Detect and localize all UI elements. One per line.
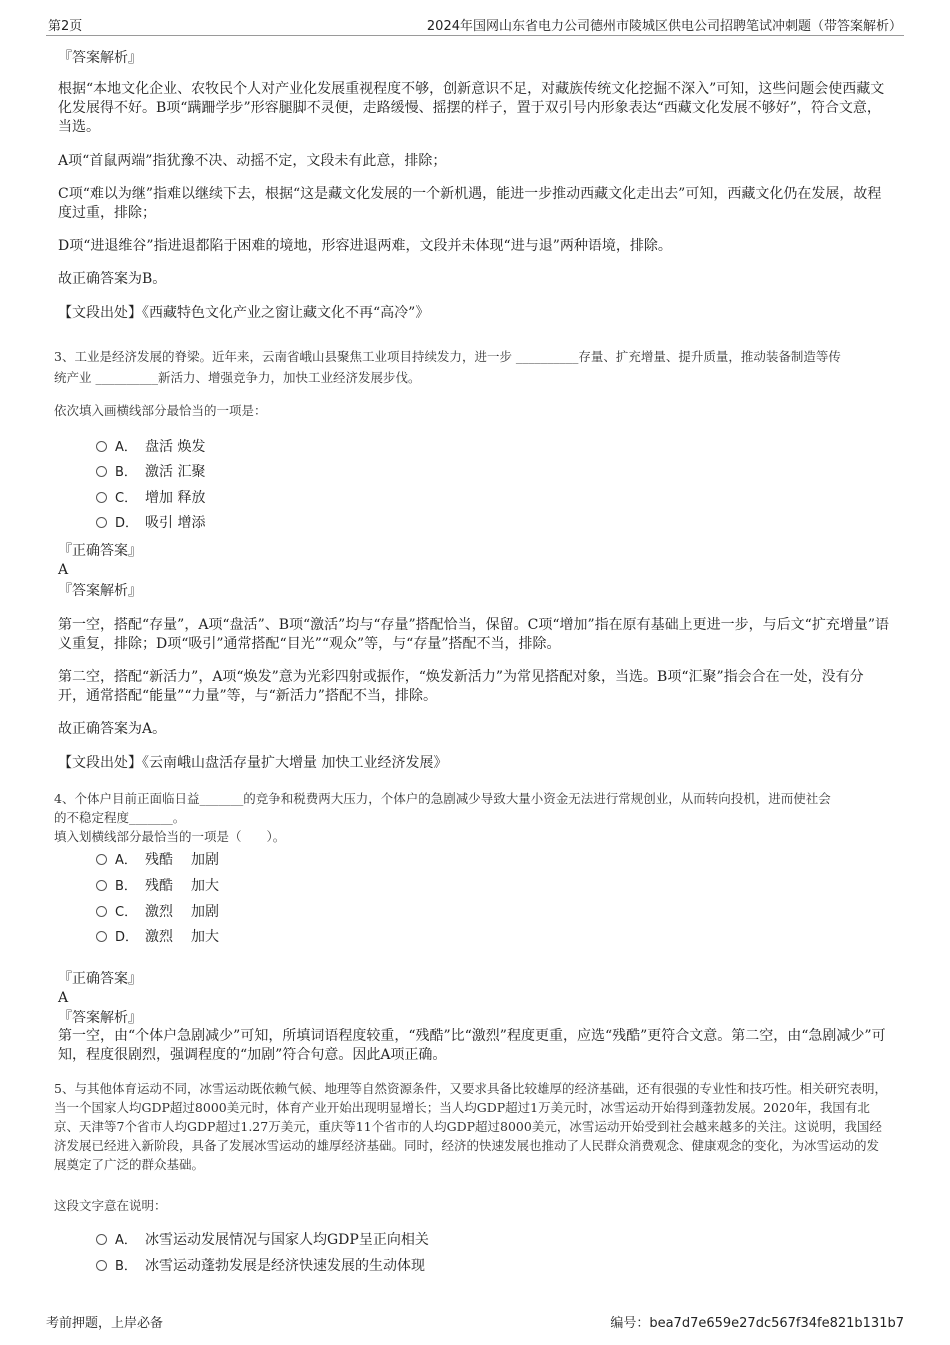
radio-icon[interactable]	[96, 880, 107, 891]
q3-source: 【文段出处】《云南峨山盘活存量扩大增量 加快工业经济发展》	[58, 755, 448, 771]
q2-conclusion: 故正确答案为B。	[58, 271, 167, 287]
q4-option-d[interactable]: D． 激烈 加大	[96, 927, 219, 947]
q2-analysis-paragraph-1: 根据“本地文化企业、农牧民个人对产业化发展重视程度不够，创新意识不足，对藏族传统文化挖掘不深入”可知，这些问题会使西藏文化发展得不好。B项“蹒跚学步”形容腿脚不灵便，走路缓慢、摇摆的样子，置于双引号内形象表达“西藏文化发展不够好”，符合文意，当选。	[58, 81, 885, 135]
radio-icon[interactable]	[96, 466, 107, 477]
page-number: 第2页	[48, 19, 83, 34]
q4-prompt: 填入划横线部分最恰当的一项是（ ）。	[54, 829, 286, 844]
q3-conclusion: 故正确答案为A。	[58, 721, 167, 737]
document-title: 2024年国网山东省电力公司德州市陵城区供电公司招聘笔试冲刺题（带答案解析）	[426, 19, 902, 34]
radio-icon[interactable]	[96, 931, 107, 942]
q4-option-a[interactable]: A． 残酷 加剧	[96, 850, 219, 870]
q2-source: 【文段出处】《西藏特色文化产业之窗让藏文化不再“高冷”》	[58, 305, 430, 321]
q3-analysis-paragraph-2: 第二空，搭配“新活力”，A项“焕发”意为光彩四射或振作，“焕发新活力”为常见搭配对象，当选。B项“汇聚”指会合在一处，没有分开，通常搭配“能量”“力量”等，与“新活力”搭配不当，排除。	[58, 669, 864, 704]
q4-analysis-label: 『答案解析』	[58, 1010, 142, 1026]
q3-option-a[interactable]: A． 盘活 焕发	[96, 437, 205, 457]
q3-option-b[interactable]: B． 激活 汇聚	[96, 462, 205, 482]
radio-icon[interactable]	[96, 906, 107, 917]
q4-stem-line-2: 的不稳定程度_______。	[54, 810, 186, 825]
q5-option-a[interactable]: A． 冰雪运动发展情况与国家人均GDP呈正向相关	[96, 1230, 429, 1250]
q3-stem-line-2: 统产业 __________新活力、增强竞争力，加快工业经济发展步伐。	[54, 370, 421, 385]
page-header	[46, 12, 904, 36]
radio-icon[interactable]	[96, 854, 107, 865]
q4-answer-label: 『正确答案』	[58, 971, 142, 987]
q4-stem-line-1: 4、个体户目前正面临日益_______的竞争和税费两大压力，个体户的急剧减少导致大量小资金无法进行常规创业，从而转向投机，进而使社会	[54, 791, 831, 806]
footer-slogan: 考前押题，上岸必备	[46, 1316, 164, 1331]
q4-option-b[interactable]: B． 残酷 加大	[96, 876, 219, 896]
q3-stem-line-1: 3、工业是经济发展的脊梁。近年来，云南省峨山县聚焦工业项目持续发力，进一步 __________存量、扩充增量、提升质量，推动装备制造等传	[54, 349, 841, 364]
radio-icon[interactable]	[96, 1234, 107, 1245]
radio-icon[interactable]	[96, 1260, 107, 1271]
q2-analysis-paragraph-4: D项“进退维谷”指进退都陷于困难的境地，形容进退两难，文段并未体现“进与退”两种语境，排除。	[58, 238, 672, 254]
q5-option-b[interactable]: B． 冰雪运动蓬勃发展是经济快速发展的生动体现	[96, 1256, 425, 1276]
q3-answer: A	[58, 562, 69, 578]
q4-analysis-paragraph-1: 第一空，由“个体户急剧减少”可知，所填词语程度较重，“残酷”比“激烈”程度更重，应选“残酷”更符合文意。第二空，由“急剧减少”可知，程度很剧烈，强调程度的“加剧”符合句意。因此A项正确。	[58, 1028, 886, 1063]
radio-icon[interactable]	[96, 492, 107, 503]
radio-icon[interactable]	[96, 441, 107, 452]
q3-option-c[interactable]: C． 增加 释放	[96, 488, 205, 508]
q3-prompt: 依次填入画横线部分最恰当的一项是：	[54, 403, 267, 418]
q5-prompt: 这段文字意在说明：	[54, 1198, 167, 1213]
q3-analysis-label: 『答案解析』	[58, 583, 142, 599]
q3-analysis-paragraph-1: 第一空，搭配“存量”，A项“盘活”、B项“激活”均与“存量”搭配恰当，保留。C项“增加”指在原有基础上更进一步，与后文“扩充增量”语义重复，排除；D项“吸引”通常搭配“目光”“观众”等，与“存量”搭配不当，排除。	[58, 617, 889, 652]
document-id: 编号：bea7d7e659e27dc567f34fe821b131b7	[610, 1316, 904, 1331]
q4-answer: A	[58, 990, 69, 1006]
q3-answer-label: 『正确答案』	[58, 543, 142, 559]
q5-stem: 5、与其他体育运动不同，冰雪运动既依赖气候、地理等自然资源条件，又要求具备比较雄厚的经济基础，还有很强的专业性和技巧性。相关研究表明，当一个国家人均GDP超过8000美元时，体育产业开始出现明显增长；当人均GDP超过1万美元时，冰雪运动开始得到蓬勃发展。2020年，我国有北京、天津等7个省市人均GDP超过1.27万美元，重庆等11个省市的人均GDP超过8000美元，冰雪运动开始受到社会越来越多的关注。这说明，我国经济发展已经进入新阶段，具备了发展冰雪运动的雄厚经济基础。同时，经济的快速发展也推动了人民群众消费观念、健康观念的变化，为冰雪运动的发展奠定了广泛的群众基础。	[54, 1081, 887, 1172]
q2-analysis-label: 『答案解析』	[58, 50, 142, 66]
q3-option-d[interactable]: D． 吸引 增添	[96, 513, 205, 533]
q2-analysis-paragraph-3: C项“难以为继”指难以继续下去，根据“这是藏文化发展的一个新机遇，能进一步推动西藏文化走出去”可知，西藏文化仍在发展，故程度过重，排除；	[58, 186, 882, 221]
q2-analysis-paragraph-2: A项“首鼠两端”指犹豫不决、动摇不定，文段未有此意，排除；	[58, 153, 447, 169]
radio-icon[interactable]	[96, 517, 107, 528]
q4-option-c[interactable]: C． 激烈 加剧	[96, 902, 219, 922]
